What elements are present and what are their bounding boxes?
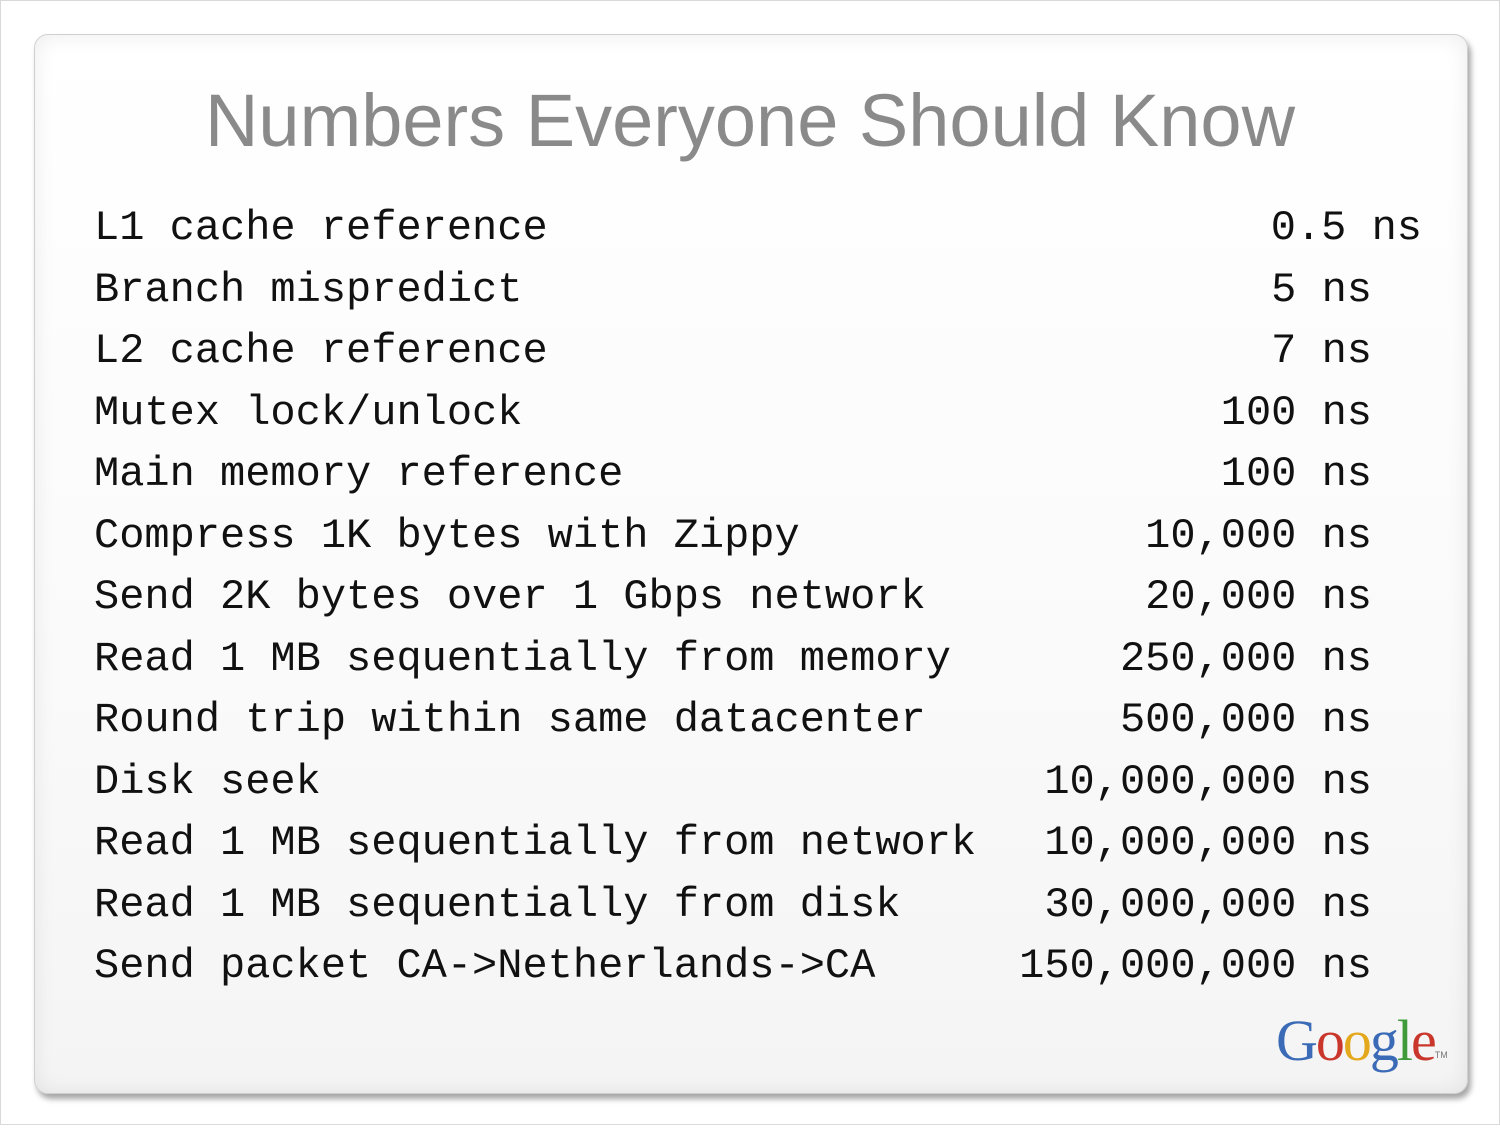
- row-value: 500,000 ns: [1119, 696, 1372, 744]
- latency-table: [94, 202, 1424, 1002]
- logo-letter: g: [1369, 1008, 1397, 1073]
- table-row: [94, 879, 1424, 941]
- row-value: 100 ns: [1220, 388, 1372, 437]
- row-label: Read 1 MB sequentially from disk: [94, 880, 901, 929]
- table-row: [94, 202, 1424, 264]
- trademark-mark: TM: [1434, 1050, 1448, 1060]
- row-value: 7 ns: [1271, 327, 1372, 375]
- row-label: Read 1 MB sequentially from network: [94, 819, 977, 867]
- row-value: 10,000,000 ns: [1044, 819, 1372, 867]
- row-label: Send 2K bytes over 1 Gbps network: [94, 573, 926, 621]
- slide-title: Numbers Everyone Should Know: [204, 79, 1296, 162]
- row-value: 30,000,000 ns: [1044, 880, 1372, 929]
- table-row: [94, 756, 1424, 818]
- table-row: [94, 510, 1424, 572]
- table-row: [94, 387, 1424, 449]
- row-label: Send packet CA->Netherlands->CA: [94, 942, 876, 990]
- table-row: [94, 571, 1424, 633]
- table-row: [94, 817, 1424, 879]
- table-row: [94, 264, 1424, 326]
- row-value: 0.5 ns: [1270, 204, 1422, 252]
- row-value: 10,000 ns: [1145, 511, 1372, 560]
- row-value: 100 ns: [1220, 450, 1372, 498]
- row-label: Disk seek: [94, 757, 321, 806]
- row-label: Read 1 MB sequentially from memory: [94, 634, 951, 683]
- row-label: L2 cache reference: [94, 327, 548, 375]
- row-value: 10,000,000 ns: [1044, 757, 1372, 806]
- row-label: Compress 1K bytes with Zippy: [94, 511, 800, 560]
- logo-letter: o: [1342, 1008, 1370, 1073]
- table-row: [94, 940, 1424, 1002]
- row-value: 5 ns: [1271, 265, 1372, 314]
- logo-letter: o: [1315, 1008, 1343, 1073]
- row-label: Mutex lock/unlock: [94, 388, 523, 437]
- logo-letter: l: [1396, 1008, 1412, 1073]
- table-row: [94, 694, 1424, 756]
- table-row: [94, 325, 1424, 387]
- row-value: 150,000,000 ns: [1019, 942, 1372, 990]
- row-label: Round trip within same datacenter: [94, 696, 926, 744]
- row-value: 250,000 ns: [1119, 634, 1372, 683]
- logo-letter: e: [1411, 1008, 1435, 1073]
- row-label: Main memory reference: [94, 450, 624, 498]
- row-label: Branch mispredict: [94, 265, 523, 314]
- table-row: [94, 448, 1424, 510]
- logo-letter: G: [1276, 1008, 1316, 1073]
- row-value: 20,000 ns: [1145, 573, 1372, 621]
- row-label: L1 cache reference: [94, 204, 548, 252]
- google-logo: [1276, 1006, 1456, 1076]
- table-row: [94, 633, 1424, 695]
